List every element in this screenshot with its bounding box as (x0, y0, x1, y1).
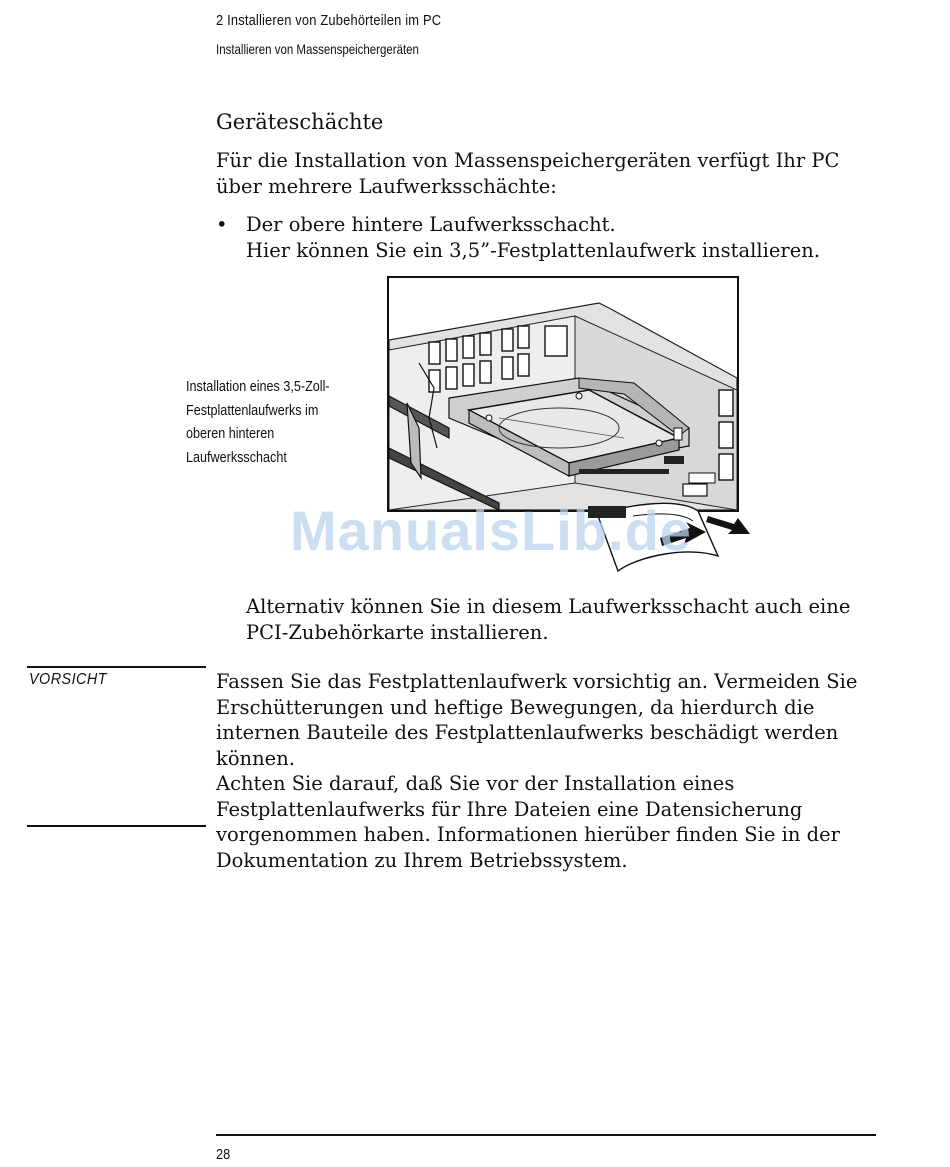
caption-line: oberen hinteren (186, 425, 275, 442)
footer-rule (216, 1134, 876, 1136)
caution-paragraph-2: Achten Sie darauf, daß Sie vor der Installation eines Festplattenlaufwerks für Ihre Dateien eine Datensicherung vorgenommen haben. Informationen hierüber finden Sie in der Dokumentation zu Ihrem Betriebssystem. (216, 772, 840, 872)
arrow-icon (706, 516, 750, 534)
caution-paragraph-1: Fassen Sie das Festplattenlaufwerk vorsichtig an. Vermeiden Sie Erschütterungen und heftige Bewegungen, da hierdurch die internen Bauteile des Festplattenlaufwerks beschädigt werden können. (216, 670, 858, 770)
caution-text (216, 669, 884, 873)
power-connector (683, 484, 707, 496)
watermark: ManualsLib.de (290, 499, 692, 562)
running-header-subtitle: Installieren von Massenspeichergeräten (216, 41, 419, 57)
bullet-line-1: Der obere hintere Laufwerksschacht. (246, 213, 616, 236)
bullet-symbol: • (216, 213, 228, 236)
caption-line: Installation eines 3,5-Zoll- (186, 378, 330, 395)
caution-label: VORSICHT (29, 671, 108, 688)
caption-line: Festplattenlaufwerks im (186, 401, 319, 419)
running-header-chapter: 2 Installieren von Zubehörteilen im PC (216, 12, 442, 29)
alternative-paragraph: Alternativ können Sie in diesem Laufwerksschacht auch eine PCI-Zubehörkarte installieren. (246, 595, 851, 644)
bullet-line-2: Hier können Sie ein 3,5”-Festplattenlaufwerk installieren. (246, 238, 821, 262)
caution-rule-bottom (27, 825, 206, 827)
section-title: Geräteschächte (216, 110, 384, 134)
caution-rule-top (27, 666, 206, 668)
intro-paragraph: Für die Installation von Massenspeichergeräten verfügt Ihr PC über mehrere Laufwerksschächte: (216, 149, 840, 198)
caption-line: Laufwerksschacht (186, 448, 287, 466)
figure-caption (186, 375, 341, 469)
page-number: 28 (216, 1146, 231, 1163)
